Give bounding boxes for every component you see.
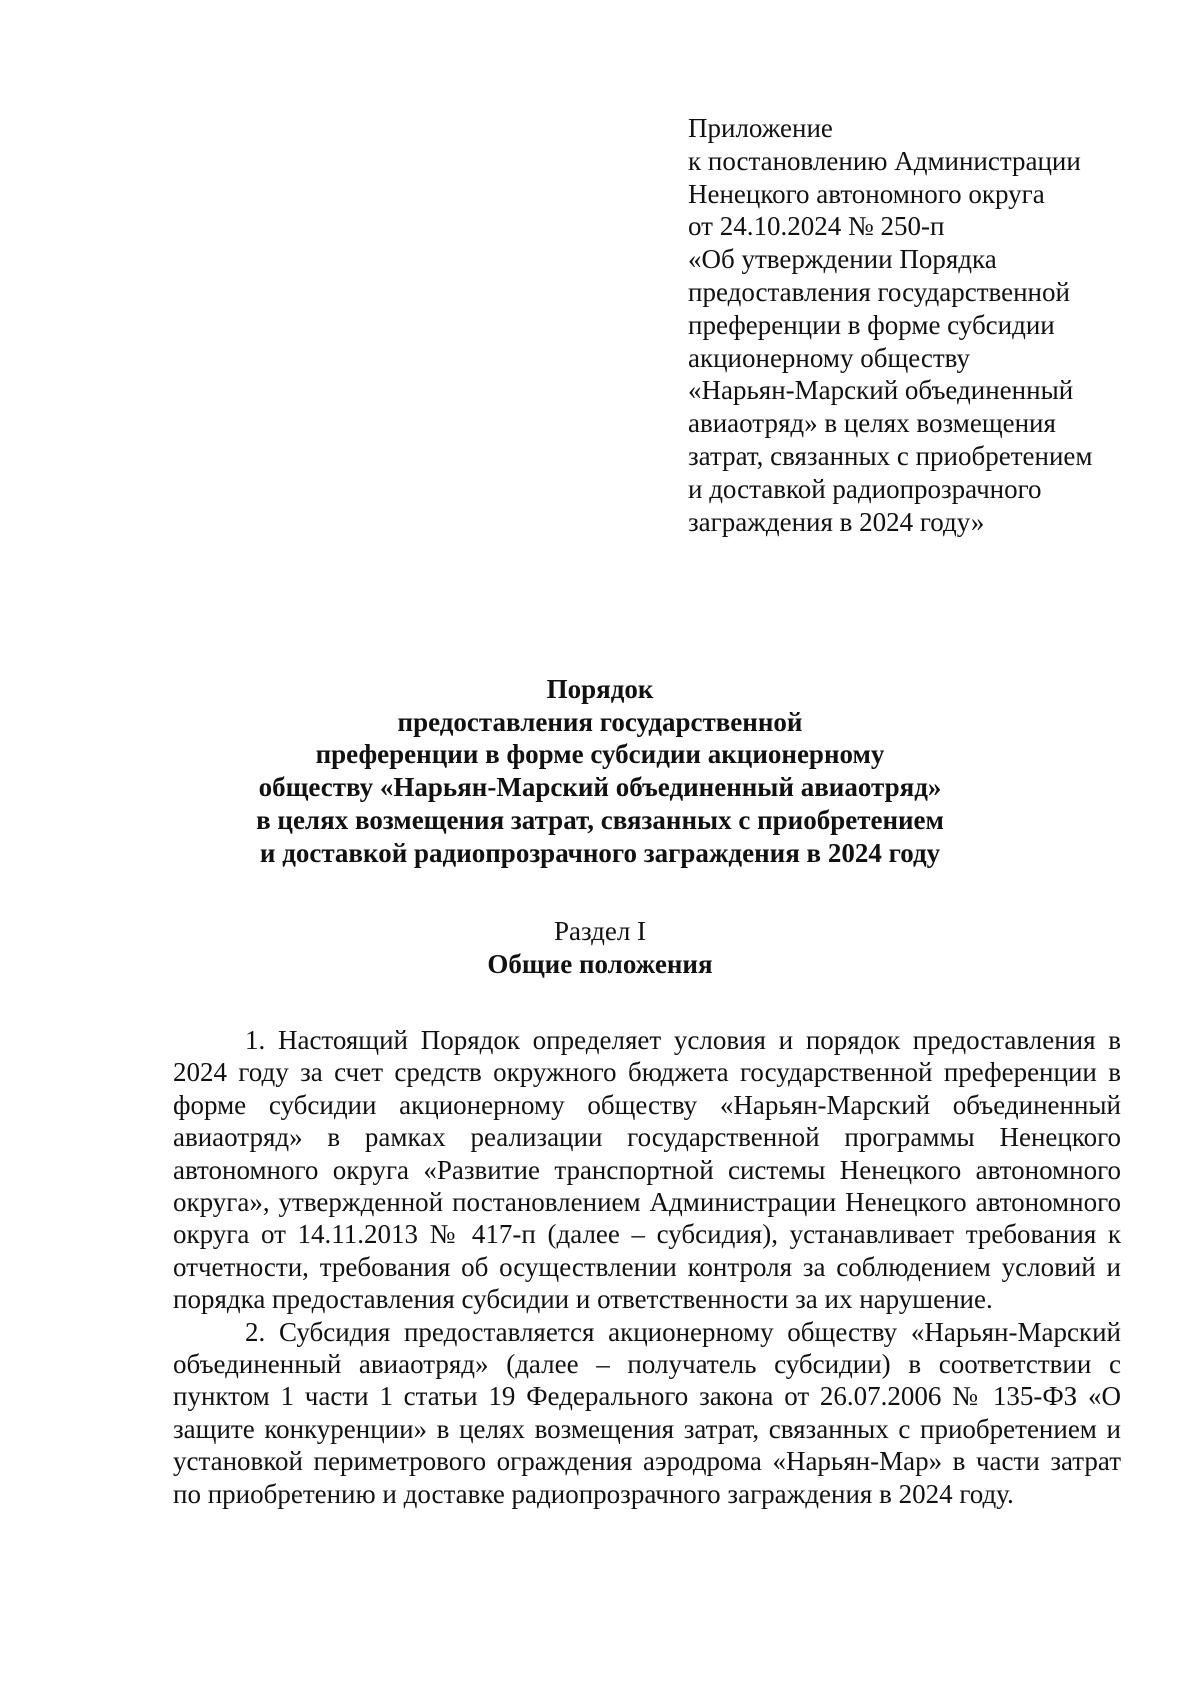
appendix-line: от 24.10.2024 № 250-п xyxy=(688,211,945,242)
appendix-line: и доставкой радиопрозрачного xyxy=(688,473,1042,504)
body-text xyxy=(173,1024,1121,1510)
appendix-line: предоставления государственной xyxy=(688,276,1070,307)
section-label: Раздел I xyxy=(553,916,647,946)
title-line: в целях возмещения затрат, связанных с приобретением xyxy=(256,804,944,835)
appendix-line: к постановлению Администрации xyxy=(688,145,1081,176)
section-title: Общие положения xyxy=(487,949,713,979)
appendix-line: затрат, связанных с приобретением xyxy=(688,440,1093,471)
appendix-line: преференции в форме субсидии xyxy=(688,309,1055,340)
appendix-line: Приложение xyxy=(688,113,833,143)
appendix-line: «Об утверждении Порядка xyxy=(688,244,997,275)
title-line: преференции в форме субсидии акционерному xyxy=(315,739,885,770)
document-title xyxy=(150,673,1050,869)
appendix-line: акционерному обществу xyxy=(688,342,970,373)
paragraph-1: 1. Настоящий Порядок определяет условия и порядок предоставления в 2024 году за счет средств окружного бюджета государственной преференции в форме субсидии акционерному обществу «Нарьян-Марский объединенный авиаотряд» в рамках реализации государственной программы Ненецкого автономного округа «Развитие транспортной системы Ненецкого автономного округа», утвержденной постановлением Администрации Ненецкого автономного округа от 14.11.2013 № 417-п (далее – субсидия), устанавливает требования к отчетности, требования об осуществлении контроля за соблюдением условий и порядка предоставления субсидии и ответственности за их нарушение. xyxy=(173,1025,1121,1315)
paragraph-2: 2. Субсидия предоставляется акционерному обществу «Нарьян-Марский объединенный авиаотряд» (далее – получатель субсидии) в соответствии с пунктом 1 части 1 статьи 19 Федерального закона от 26.07.2006 № 135-ФЗ «О защите конкуренции» в целях возмещения затрат, связанных с приобретением и установкой периметрового ограждения аэродрома «Нарьян-Мар» в части затрат по приобретению и доставке радиопрозрачного заграждения в 2024 году. xyxy=(173,1316,1121,1509)
appendix-line: заграждения в 2024 году» xyxy=(688,506,985,537)
appendix-line: Ненецкого автономного округа xyxy=(688,178,1045,209)
appendix-line: «Нарьян-Марский объединенный xyxy=(688,375,1074,406)
appendix-line: авиаотряд» в целях возмещения xyxy=(688,408,1056,439)
appendix-block xyxy=(688,112,1128,538)
title-line: и доставкой радиопрозрачного заграждения в 2024 году xyxy=(259,837,941,868)
title-line: Порядок xyxy=(546,674,654,704)
title-line: обществу «Нарьян-Марский объединенный авиаотряд» xyxy=(258,772,942,803)
title-line: предоставления государственной xyxy=(397,706,803,737)
